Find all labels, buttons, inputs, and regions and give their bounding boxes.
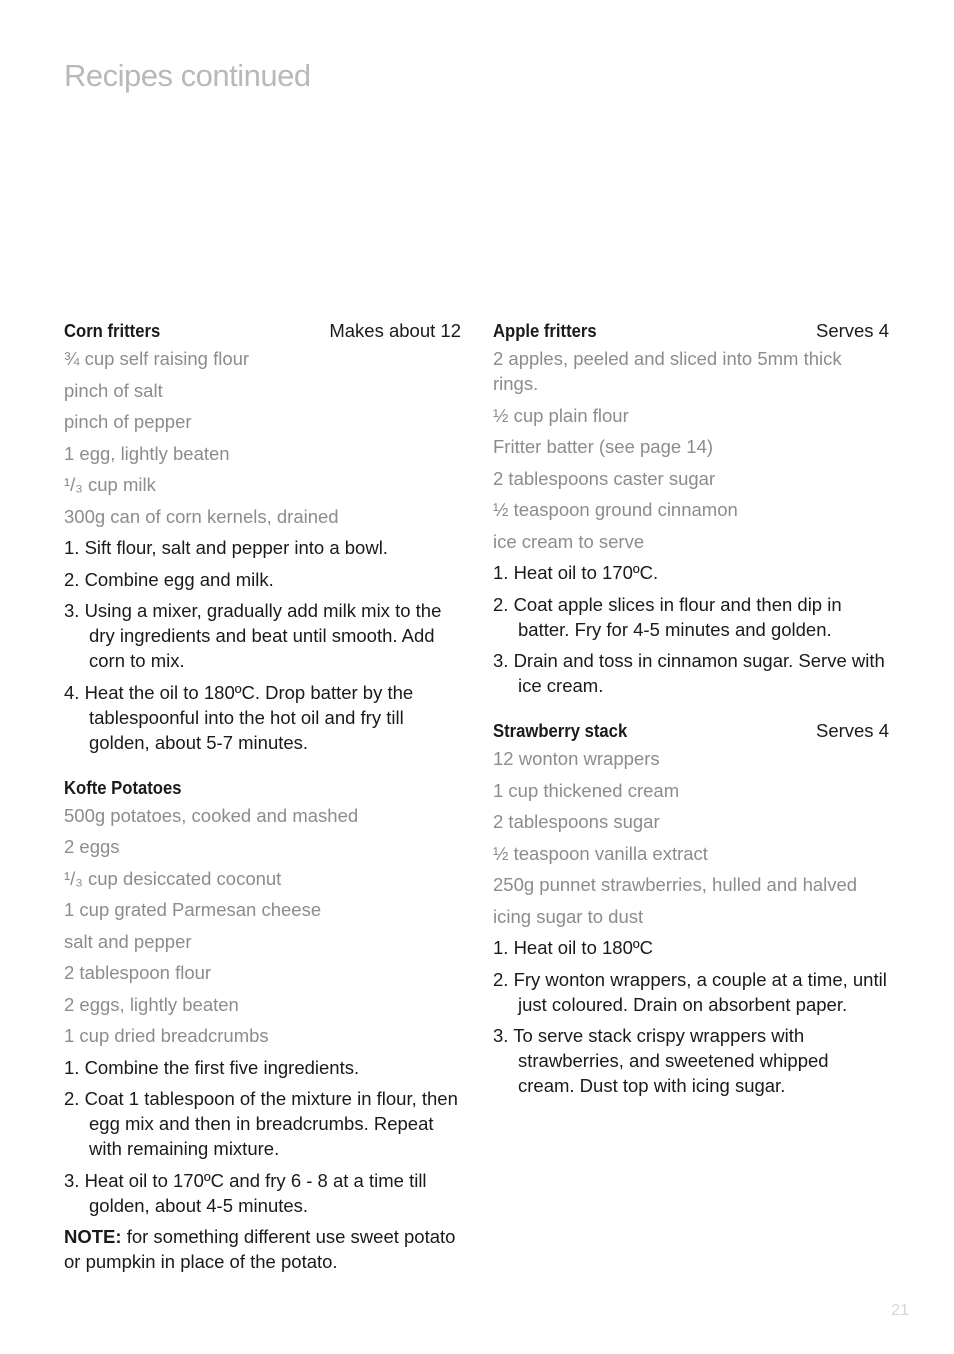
- left-column: [64, 318, 461, 1294]
- ingredient-list: [64, 346, 461, 529]
- method-step: 3. Drain and toss in cinnamon sugar. Serve with ice cream.: [493, 650, 885, 696]
- recipe-title: Apple fritters: [493, 320, 597, 341]
- right-column: [493, 318, 889, 1118]
- ingredient-item: 1 cup grated Parmesan cheese: [64, 899, 322, 920]
- ingredient-item: 500g potatoes, cooked and mashed: [64, 804, 359, 826]
- ingredient-item: ½ teaspoon vanilla extract: [493, 842, 708, 864]
- ingredient-item: pinch of salt: [64, 379, 163, 401]
- recipe-yield: Makes about 12: [329, 320, 461, 341]
- ingredient-item: 2 tablespoon flour: [64, 962, 212, 983]
- ingredient-item: salt and pepper: [64, 930, 192, 952]
- ingredient-item: 2 tablespoons sugar: [493, 811, 660, 832]
- ingredient-item: icing sugar to dust: [493, 905, 644, 927]
- recipe-corn-fritters: [64, 318, 461, 755]
- ingredient-item: ice cream to serve: [493, 530, 645, 552]
- method-steps: [64, 1055, 461, 1218]
- method-step: 3. Heat oil to 170ºC and fry 6 - 8 at a time till golden, about 4-5 minutes.: [64, 1169, 427, 1216]
- recipe-apple-fritters: [493, 318, 889, 698]
- recipe-header: [493, 318, 889, 344]
- method-step: 2. Combine egg and milk.: [64, 568, 274, 590]
- method-steps: [493, 560, 889, 698]
- method-step: 2. Fry wonton wrappers, a couple at a time, until just coloured. Drain on absorbent paper.: [493, 968, 887, 1015]
- recipe-title: Corn fritters: [64, 320, 161, 341]
- ingredient-item: 2 apples, peeled and sliced into 5mm thick rings.: [493, 348, 842, 394]
- ingredient-item: pinch of pepper: [64, 411, 192, 432]
- ingredient-item: ½ cup plain flour: [493, 404, 629, 426]
- recipe-title: Strawberry stack: [493, 720, 628, 741]
- ingredient-item: Fritter batter (see page 14): [493, 436, 714, 457]
- recipe-note: [64, 1224, 461, 1274]
- method-step: 1. Sift flour, salt and pepper into a bowl.: [64, 537, 388, 558]
- ingredient-item: 1 cup thickened cream: [493, 779, 680, 801]
- recipe-kofte-potatoes: [64, 775, 461, 1275]
- ingredient-item: ½ teaspoon ground cinnamon: [493, 499, 738, 520]
- ingredient-item: 250g punnet strawberries, hulled and halved: [493, 874, 858, 895]
- recipe-title: Kofte Potatoes: [64, 776, 182, 798]
- recipe-header: [64, 318, 461, 344]
- ingredient-item: ¾ cup self raising flour: [64, 348, 250, 369]
- ingredient-item: 2 eggs: [64, 836, 120, 857]
- ingredient-list: [64, 803, 461, 1049]
- method-step: 3. Using a mixer, gradually add milk mix to the dry ingredients and beat until smooth. Add corn to mix.: [64, 600, 442, 671]
- note-text: for something different use sweet potato or pumpkin in place of the potato.: [64, 1226, 456, 1272]
- recipe-header: [493, 718, 889, 744]
- ingredient-item: 2 eggs, lightly beaten: [64, 993, 239, 1015]
- page-title: Recipes continued: [64, 58, 311, 93]
- method-step: 4. Heat the oil to 180ºC. Drop batter by the tablespoonful into the hot oil and fry till golden, about 5-7 minutes.: [64, 681, 414, 753]
- method-steps: [493, 935, 889, 1098]
- ingredient-item: 12 wonton wrappers: [493, 748, 660, 769]
- recipe-header: [64, 775, 461, 801]
- ingredient-item: 1 egg, lightly beaten: [64, 442, 230, 464]
- ingredient-item: 2 tablespoons caster sugar: [493, 467, 716, 489]
- method-step: 2. Coat 1 tablespoon of the mixture in flour, then egg mix and then in breadcrumbs. Repeat with remaining mixture.: [64, 1088, 458, 1159]
- method-step: 2. Coat apple slices in flour and then dip in batter. Fry for 4-5 minutes and golden.: [493, 593, 842, 640]
- ingredient-item: ¹/₃ cup milk: [64, 474, 156, 495]
- note-label: NOTE:: [64, 1226, 122, 1247]
- ingredient-item: 300g can of corn kernels, drained: [64, 505, 339, 527]
- method-steps: [64, 535, 461, 755]
- ingredient-list: [493, 346, 889, 554]
- recipe-strawberry-stack: [493, 718, 889, 1098]
- page-number: 21: [891, 1302, 909, 1319]
- recipe-yield: Serves 4: [815, 720, 889, 741]
- ingredient-list: [493, 746, 889, 929]
- method-step: 3. To serve stack crispy wrappers with strawberries, and sweetened whipped cream. Dust top with icing sugar.: [493, 1025, 829, 1096]
- recipe-yield: Serves 4: [815, 320, 889, 341]
- method-step: 1. Heat oil to 180ºC: [493, 937, 653, 958]
- ingredient-item: ¹/₃ cup desiccated coconut: [64, 867, 282, 889]
- method-step: 1. Heat oil to 170ºC.: [493, 562, 659, 583]
- ingredient-item: 1 cup dried breadcrumbs: [64, 1025, 269, 1046]
- method-step: 1. Combine the first five ingredients.: [64, 1056, 360, 1078]
